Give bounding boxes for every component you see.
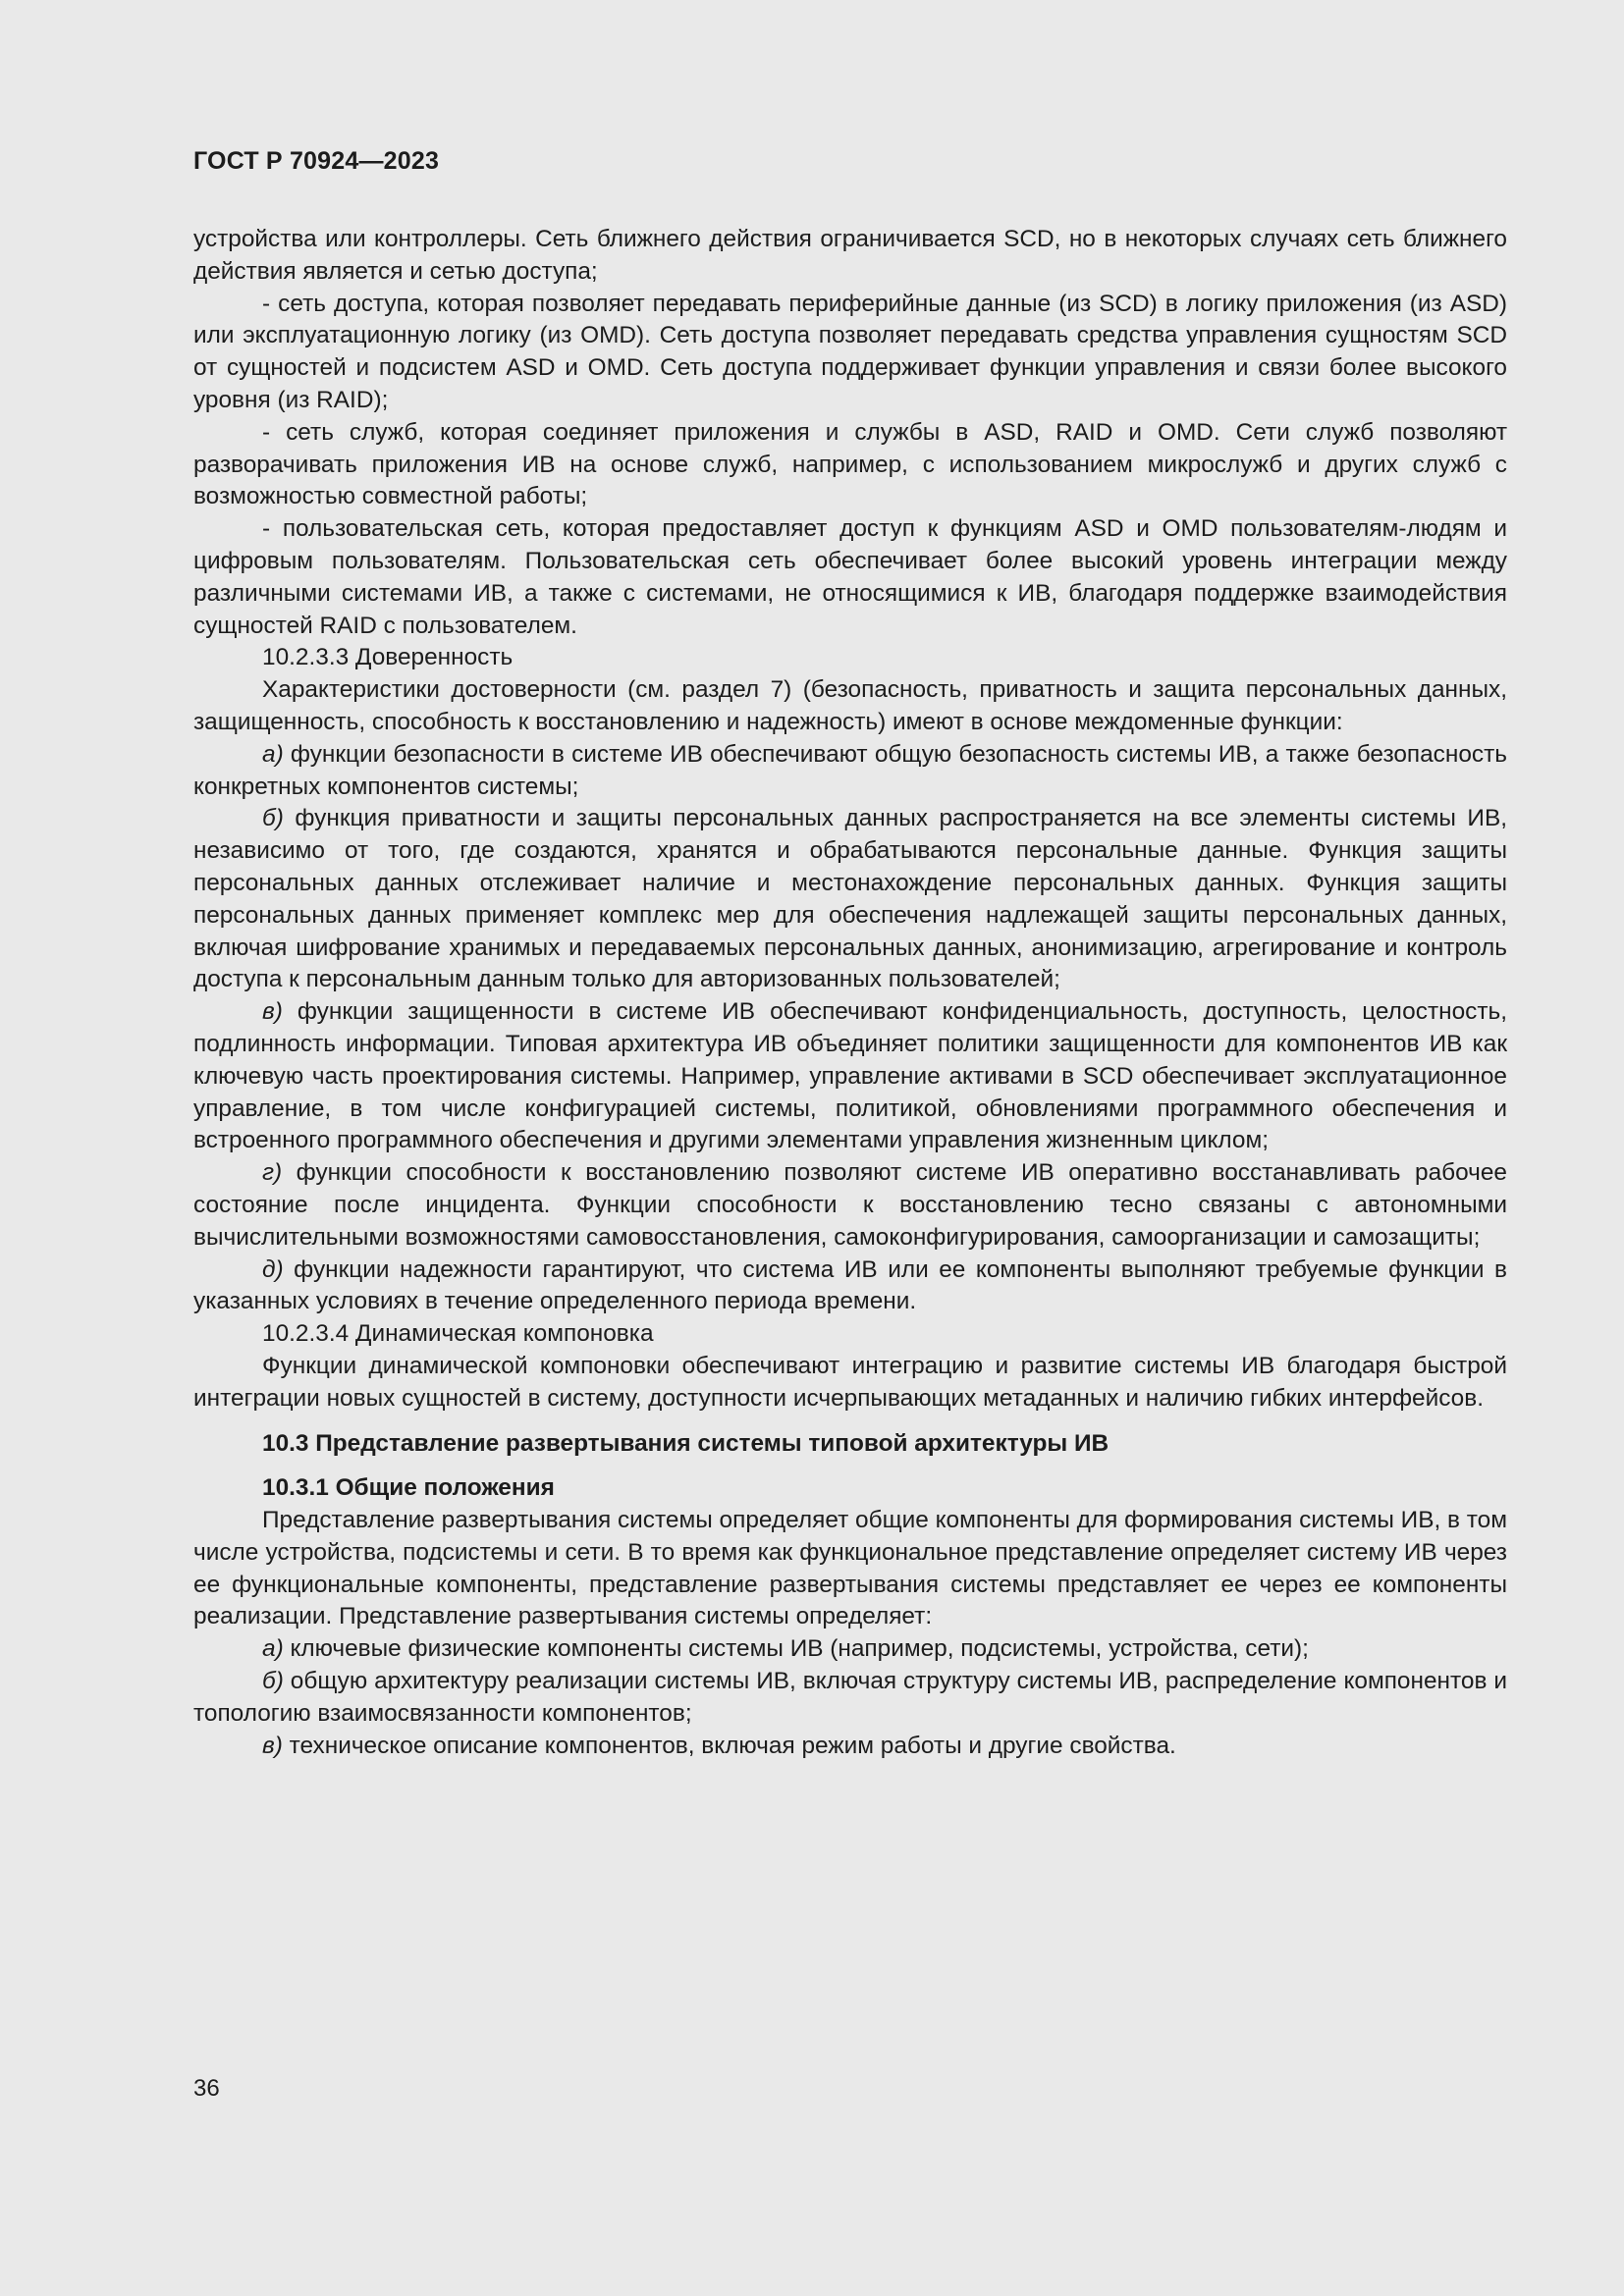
list-item-text: функции способности к восстановлению позволяют системе ИВ оперативно восстанавливать рабочее состояние после инцидента. Функции способности к восстановлению тесно связаны с автономными вычислительными возможностями самовосстановления, самоконфигурирования, самоорганизации и самозащиты; [193, 1159, 1507, 1251]
list-item-access-network: - сеть доступа, которая позволяет передавать периферийные данные (из SCD) в логику приложения (из ASD) или эксплуатационную логику (из OMD). Сеть доступа позволяет передавать средства управления сущностям SCD от сущностей и подсистем ASD и OMD. Сеть доступа поддерживает функции управления и связи более высокого уровня (из RAID); [193, 290, 1507, 413]
list-marker: б) [262, 1668, 284, 1695]
list-item-text: ключевые физические компоненты системы ИВ (например, подсистемы, устройства, сети); [283, 1635, 1309, 1663]
list-item-b [193, 803, 1507, 996]
list-marker: г) [262, 1159, 283, 1187]
list-item-d [193, 1255, 1507, 1319]
list-item-text: функция приватности и защиты персональных данных распространяется на все элементы системы ИВ, независимо от того, где создаются, хранятся и обрабатываются персональные данные. Функция защиты персональных данных отслеживает наличие и местонахождение персональных данных. Функция защиты персональных данных применяет комплекс мер для обеспечения надлежащей защиты персональных данных, включая шифрование хранимых и передаваемых персональных данных, анонимизацию, агрегирование и контроль доступа к персональным данным только для авторизованных пользователей; [193, 805, 1507, 993]
paragraph: устройства или контроллеры. Сеть ближнего действия ограничивается SCD, но в некоторых случаях сеть ближнего действия является и сетью доступа; [193, 226, 1507, 285]
subsection-heading-dynamic-composition: 10.2.3.4 Динамическая компоновка [262, 1320, 654, 1348]
list-item-a [193, 739, 1507, 804]
list-marker: в) [262, 998, 283, 1026]
list-item-service-network: - сеть служб, которая соединяет приложения и службы в ASD, RAID и OMD. Сети служб позволяют разворачивать приложения ИВ на основе служб, например, с использованием микрослужб и других служб с возможностью совместной работы; [193, 418, 1507, 510]
list-item-text: функции надежности гарантируют, что система ИВ или ее компоненты выполняют требуемые функции в указанных условиях в течение определенного периода времени. [193, 1255, 1507, 1315]
list-item-a [193, 1633, 1507, 1666]
document-header: ГОСТ Р 70924—2023 [193, 147, 440, 175]
paragraph: Функции динамической компоновки обеспечивают интеграцию и развитие системы ИВ благодаря быстрой интеграции новых сущностей в систему, доступности исчерпывающих метаданных и наличию гибких интерфейсов. [193, 1352, 1507, 1412]
paragraph: Представление развертывания системы определяет общие компоненты для формирования системы ИВ, в том числе устройства, подсистемы и сети. В то время как функциональное представление определяет систему ИВ через ее функциональные компоненты, представление развертывания системы представляет ее через ее компоненты реализации. Представление развертывания системы определяет: [193, 1507, 1508, 1630]
list-item-v [193, 1731, 1507, 1763]
page-number: 36 [193, 2075, 220, 2102]
list-marker: в) [262, 1732, 283, 1759]
list-marker: а) [262, 740, 284, 768]
list-marker: а) [262, 1635, 284, 1663]
list-item-b [193, 1666, 1507, 1731]
list-item-g [193, 1157, 1507, 1254]
list-item-text: общую архитектуру реализации системы ИВ, включая структуру системы ИВ, распределение компонентов и топологию взаимосвязанности компонентов; [193, 1668, 1507, 1727]
document-body [193, 224, 1507, 1762]
paragraph: Характеристики достоверности (см. раздел 7) (безопасность, приватность и защита персональных данных, защищенность, способность к восстановлению и надежность) имеют в основе междоменные функции: [193, 676, 1507, 735]
list-item-text: функции безопасности в системе ИВ обеспечивают общую безопасность системы ИВ, а также безопасность конкретных компонентов системы; [193, 740, 1507, 800]
list-item-v [193, 996, 1507, 1157]
list-item-text: функции защищенности в системе ИВ обеспечивают конфиденциальность, доступность, целостность, подлинность информации. Типовая архитектура ИВ объединяет политики защищенности для компонентов ИВ как ключевую часть проектирования системы. Например, управление активами в SCD обеспечивает эксплуатационное управление, в том числе конфигурацией системы, политикой, обновлениями программного обеспечения и встроенного программного обеспечения и другими элементами управления жизненным циклом; [193, 998, 1507, 1154]
section-heading: 10.3 Представление развертывания системы типовой архитектуры ИВ [262, 1430, 1110, 1458]
subsection-heading: 10.3.1 Общие положения [262, 1474, 555, 1502]
list-marker: д) [262, 1255, 284, 1283]
list-marker: б) [262, 805, 284, 832]
list-item-user-network: - пользовательская сеть, которая предоставляет доступ к функциям ASD и OMD пользователям-людям и цифровым пользователям. Пользовательская сеть обеспечивает более высокий уровень интеграции между различными системами ИВ, а также с системами, не относящимися к ИВ, благодаря поддержке взаимодействия сущностей RAID с пользователем. [193, 515, 1507, 639]
subsection-heading-trustworthiness: 10.2.3.3 Доверенность [262, 644, 514, 671]
list-item-text: техническое описание компонентов, включая режим работы и другие свойства. [282, 1732, 1176, 1759]
